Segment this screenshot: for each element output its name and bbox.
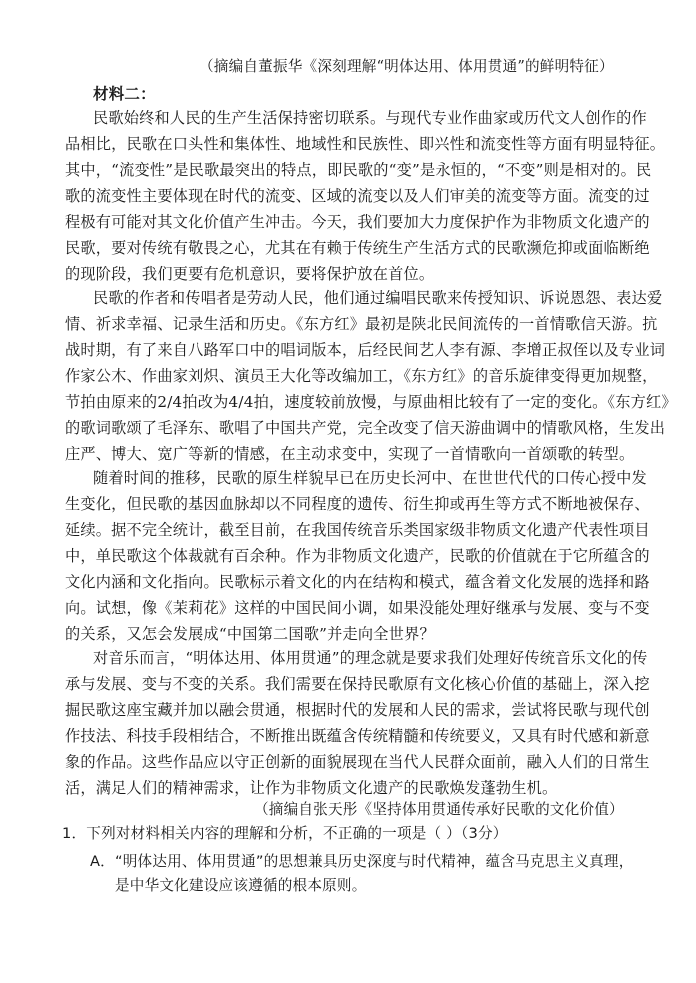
source-citation-1: （摘编自董振华《深刻理解“明体达用、体用贯通”的鲜明特征） xyxy=(199,58,614,75)
paragraph-line: 活，满足人们的精神需求，让作为非物质文化遗产的民歌焕发蓬勃生机。 xyxy=(65,779,558,797)
paragraph-line: 民歌的作者和传唱者是劳动人民，他们通过编唱民歌来传授知识、诉说恩怨、表达爱 xyxy=(93,289,663,307)
paragraph-line: 承与发展、变与不变的关系。我们需要在保持民歌原有文化核心价值的基础上，深入挖 xyxy=(65,675,650,693)
source-citation-2: （摘编自张天彤《坚持体用贯通传承好民歌的文化价值） xyxy=(254,801,624,818)
paragraph-line: 其中，“流变性”是民歌最突出的特点，即民歌的“变”是永恒的，“不变”则是相对的。民 xyxy=(65,161,652,179)
paragraph-line: 程极有可能对其文化价值产生冲击。今天，我们要加大力度保护作为非物质文化遗产的 xyxy=(65,213,650,231)
paragraph-line: 的关系，又怎会发展成“中国第二国歌”并走向全世界？ xyxy=(65,625,435,643)
paragraph-line: 作家公木、作曲家刘炽、演员王大化等改编加工，《东方红》的音乐旋律变得更加规整， xyxy=(65,367,658,385)
paragraph-line: 中，单民歌这个体裁就有百余种。作为非物质文化遗产，民歌的价值就在于它所蕴含的 xyxy=(65,547,650,565)
paragraph-line: 战时期，有了来自八路军口中的唱词版本，后经民间艺人李有源、李增正叔侄以及专业词 xyxy=(65,341,666,359)
paragraph-line: 民歌始终和人民的生产生活保持密切联系。与现代专业作曲家或历代文人创作的作 xyxy=(93,109,647,127)
paragraph-line: 情、祈求幸福、记录生活和历史。《东方红》最初是陕北民间流传的一首情歌信天游。抗 xyxy=(65,315,658,333)
paragraph-line: 节拍由原来的2/4拍改为4/4拍，速度较前放慢，与原曲相比较有了一定的变化。《东方红》 xyxy=(65,393,677,411)
paragraph-line: 象的作品。这些作品应以守正创新的面貌展现在当代人民群众面前，融入人们的日常生 xyxy=(65,753,650,771)
option-a-line: A．“明体达用、体用贯通”的思想兼具历史深度与时代精神，蕴含马克思主义真理， xyxy=(90,853,634,870)
paragraph-line: 民歌，要对传统有敬畏之心，尤其在有赖于传统生产生活方式的民歌濒危抑或面临断绝 xyxy=(65,239,650,257)
option-a-line: 是中华文化建设应该遵循的根本原则。 xyxy=(115,877,367,894)
paragraph-line: 延续。据不完全统计，截至目前，在我国传统音乐类国家级非物质文化遗产代表性项目 xyxy=(65,521,650,539)
paragraph-line: 作技法、科技手段相结合，不断推出既蕴含传统精髓和传统要义，又具有时代感和新意 xyxy=(65,727,650,745)
material-heading: 材料二： xyxy=(93,84,156,103)
paragraph-line: 品相比，民歌在口头性和集体性、地域性和民族性、即兴性和流变性等方面有明显特征。 xyxy=(65,135,666,153)
paragraph-line: 庄严、博大、宽广等新的情感，在主动求变中，实现了一首情歌向一首颂歌的转型。 xyxy=(65,445,635,463)
paragraph-line: 掘民歌这座宝藏并加以融会贯通，根据时代的发展和人民的需求，尝试将民歌与现代创 xyxy=(65,701,650,719)
paragraph-line: 歌的流变性主要体现在时代的流变、区域的流变以及人们审美的流变等方面。流变的过 xyxy=(65,187,650,205)
paragraph-line: 文化内涵和文化指向。民歌标示着文化的内在结构和模式，蕴含着文化发展的选择和路 xyxy=(65,573,650,591)
paragraph-line: 的现阶段，我们更要有危机意识，要将保护放在首位。 xyxy=(65,265,435,283)
paragraph-line: 随着时间的推移，民歌的原生样貌早已在历史长河中、在世世代代的口传心授中发 xyxy=(93,469,647,487)
paragraph-line: 的歌词歌颂了毛泽东、歌唱了中国共产党，完全改变了信天游曲调中的情歌风格，生发出 xyxy=(65,419,666,437)
paragraph-line: 生变化，但民歌的基因血脉却以不同程度的遗传、衍生抑或再生等方式不断地被保存、 xyxy=(65,495,650,513)
paragraph-line: 对音乐而言，“明体达用、体用贯通”的理念就是要求我们处理好传统音乐文化的传 xyxy=(93,649,648,667)
paragraph-line: 向。试想，像《茉莉花》这样的中国民间小调，如果没能处理好继承与发展、变与不变 xyxy=(65,599,650,617)
question-stem: 1．下列对材料相关内容的理解和分析，不正确的一项是（ ）（3分） xyxy=(62,825,508,842)
